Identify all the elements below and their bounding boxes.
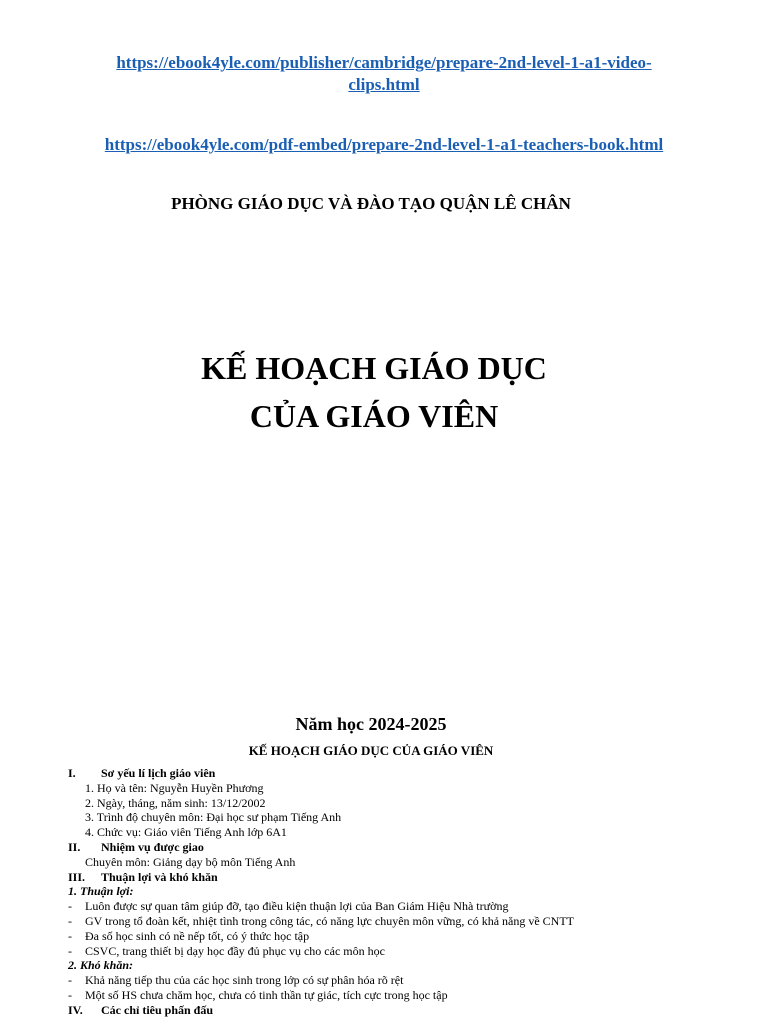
advantage-item (68, 914, 748, 929)
advantage-item (68, 929, 748, 944)
document-title-line-2: CỦA GIÁO VIÊN (249, 398, 499, 434)
advantage-item (68, 944, 748, 959)
profile-item: 2. Ngày, tháng, năm sinh: 13/12/2002 (85, 795, 266, 810)
document-title-line-1: KẾ HOẠCH GIÁO DỤC (201, 350, 547, 386)
assigned-duty: Chuyên môn: Giảng dạy bộ môn Tiếng Anh (85, 854, 296, 869)
difficulties-heading: 2. Khó khăn: (68, 958, 134, 973)
teachers-book-link[interactable]: https://ebook4yle.com/pdf-embed/prepare-2nd-level-1-a1-teachers-book.html (104, 135, 664, 154)
section-number: I. (68, 766, 76, 780)
bullet-dash: - (68, 943, 72, 958)
section-title: Nhiệm vụ được giao (101, 839, 204, 854)
advantages-heading: 1. Thuận lợi: (68, 884, 134, 899)
advantage-item (68, 899, 748, 914)
section-title: Sơ yếu lí lịch giáo viên (101, 766, 216, 780)
bullet-dash: - (68, 928, 72, 943)
advantage-text: GV trong tổ đoàn kết, nhiệt tình trong công tác, có năng lực chuyên môn vững, có khả năng về CNTT (85, 913, 575, 928)
difficulty-text: Một số HS chưa chăm học, chưa có tinh thần tự giác, tích cực trong học tập (85, 987, 448, 1002)
bullet-dash: - (68, 973, 72, 988)
section-heading-1 (68, 766, 748, 781)
profile-item: 1. Họ và tên: Nguyễn Huyền Phương (85, 780, 264, 795)
section-heading-2 (68, 840, 748, 855)
advantage-text: Đa số học sinh có nề nếp tốt, có ý thức học tập (85, 928, 310, 943)
video-clips-link[interactable]: https://ebook4yle.com/publisher/cambridge/prepare-2nd-level-1-a1-video-clips.html (116, 53, 652, 94)
section-title: Các chỉ tiêu phấn đấu (101, 1002, 214, 1017)
profile-item: 4. Chức vụ: Giáo viên Tiếng Anh lớp 6A1 (85, 825, 287, 840)
advantage-text: CSVC, trang thiết bị dạy học đầy đủ phục vụ cho các môn học (85, 943, 385, 958)
profile-item: 3. Trình độ chuyên môn: Đại học sư phạm Tiếng Anh (85, 810, 342, 825)
advantage-text: Luôn được sự quan tâm giúp đỡ, tạo điều kiện thuận lợi của Ban Giám Hiệu Nhà trường (85, 899, 509, 914)
plan-subtitle: KẾ HOẠCH GIÁO DỤC CỦA GIÁO VIÊN (248, 743, 494, 758)
section-title: Thuận lợi và khó khăn (101, 869, 218, 884)
department-heading: PHÒNG GIÁO DỤC VÀ ĐÀO TẠO QUẬN LÊ CHÂN (171, 194, 571, 213)
difficulty-item (68, 973, 748, 988)
bullet-dash: - (68, 899, 72, 914)
section-number: IV. (68, 1002, 83, 1017)
plan-content (68, 766, 748, 1018)
difficulty-item (68, 988, 748, 1003)
difficulty-text: Khả năng tiếp thu của các học sinh trong lớp có sự phân hóa rõ rệt (85, 973, 404, 988)
section-number: II. (68, 839, 81, 854)
section-heading-4 (68, 1003, 748, 1018)
school-year: Năm học 2024-2025 (295, 714, 447, 734)
section-number: III. (68, 869, 86, 884)
bullet-dash: - (68, 913, 72, 928)
bullet-dash: - (68, 987, 72, 1002)
section-heading-3 (68, 870, 748, 885)
